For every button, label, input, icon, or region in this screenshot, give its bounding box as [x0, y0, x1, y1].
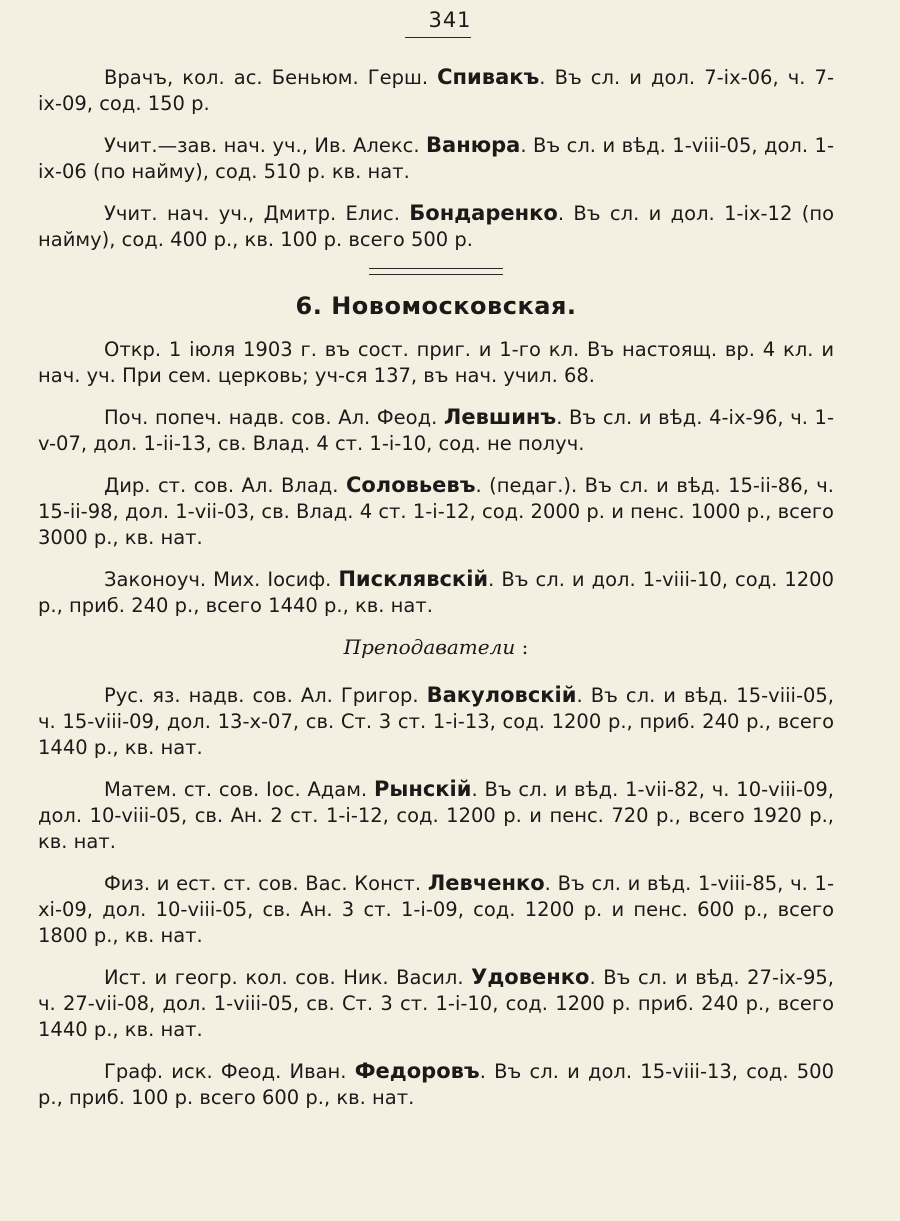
entry-text: . Въ сл. и вѣд. 4-іх-96, ч. 1-v-07, дол. 1-іі-13, св. Влад. 4 ст. 1-і-10, сод. не получ. — [38, 406, 834, 455]
section-heading — [38, 293, 834, 319]
entry-text: Физ. и ест. ст. сов. Вас. Конст. — [104, 872, 428, 895]
person-surname: Вакуловскій — [426, 683, 577, 707]
entry-text: . (педаг.). Въ сл. и вѣд. 15-іі-86, ч. 15-іі-98, дол. 1-vіі-03, св. Влад. 4 ст. 1-і-12, сод. 2000 р. и пенс. 1000 р., всего 3000 р., кв. нат. — [38, 474, 835, 549]
page-content — [38, 64, 834, 1126]
entry-text: Матем. ст. сов. Іос. Адам. — [104, 778, 374, 801]
person-surname: Писклявскій — [338, 567, 489, 591]
entry-honorary-trustee — [38, 404, 834, 457]
person-surname: Соловьевъ — [345, 473, 476, 497]
entry-text: Граф. иск. Феод. Иван. — [104, 1060, 355, 1083]
entry-text: . Въ сл. и вѣд. 15-vііі-05, ч. 15-vііі-09, дол. 13-х-07, св. Ст. 3 ст. 1-і-13, сод. 1200 р., приб. 240 р., всего 1440 р., кв. нат. — [38, 684, 834, 759]
entry-text: . Въ сл. и вѣд. 1-vііі-05, дол. 1-іх-06 (по найму), сод. 510 р. кв. нат. — [38, 134, 834, 183]
entry-math-teacher — [38, 776, 834, 855]
entry-physics-teacher — [38, 870, 834, 949]
section-title: Новомосковская — [331, 292, 567, 320]
person-surname: Рынскій — [373, 777, 472, 801]
person-surname: Ванюра — [426, 133, 521, 157]
person-surname: Левшинъ — [443, 405, 557, 429]
entry-text: Поч. попеч. надв. сов. Ал. Феод. — [104, 406, 444, 429]
person-surname: Левченко — [427, 871, 545, 895]
section-intro: Откр. 1 іюля 1903 г. въ сост. приг. и 1-го кл. Въ настоящ. вр. 4 кл. и нач. уч. При сем. церковь; уч-ся 137, въ нач. учил. 68. — [38, 338, 834, 387]
entry-text: . Въ сл. и дол. 15-vііі-13, сод. 500 р., приб. 100 р. всего 600 р., кв. нат. — [38, 1060, 834, 1109]
entry-text: Врачъ, кол. ас. Беньюм. Герш. — [104, 66, 438, 89]
entry-history-teacher — [38, 964, 834, 1043]
person-surname: Спивакъ — [437, 65, 540, 89]
page-number-rule — [405, 37, 471, 38]
entry-text: . Въ сл. и вѣд. 27-іх-95, ч. 27-vіі-08, дол. 1-vііі-05, св. Ст. 3 ст. 1-і-10, сод. 1200 р. приб. 240 р., всего 1440 р., кв. нат. — [38, 966, 834, 1041]
entry-head-teacher — [38, 132, 834, 185]
entry-drawing-teacher — [38, 1058, 834, 1111]
entry-text: Учит.—зав. нач. уч., Ив. Алекс. — [104, 134, 427, 157]
teachers-subheading — [38, 634, 834, 660]
entry-text: . Въ сл. и дол. 1-vііі-10, сод. 1200 р., приб. 240 р., всего 1440 р., кв. нат. — [38, 568, 834, 617]
entry-religion-teacher — [38, 566, 834, 619]
teachers-heading-text: Преподаватели — [343, 635, 516, 659]
person-surname: Удовенко — [471, 965, 590, 989]
entry-text: . Въ сл. и дол. 1-іх-12 (по найму), сод. 400 р., кв. 100 р. всего 500 р. — [38, 202, 835, 251]
section-title-dot: . — [566, 292, 577, 320]
section-separator — [369, 268, 503, 275]
entry-russian-teacher — [38, 682, 834, 761]
entry-text: Дир. ст. сов. Ал. Влад. — [104, 474, 346, 497]
teachers-heading-colon: : — [521, 635, 529, 659]
entry-text: Рус. яз. надв. сов. Ал. Григор. — [104, 684, 427, 707]
person-surname: Федоровъ — [354, 1059, 480, 1083]
entry-text: Ист. и геогр. кол. сов. Ник. Васил. — [104, 966, 472, 989]
entry-text: . Въ сл. и дол. 7-іх-06, ч. 7-іх-09, сод. 150 р. — [38, 66, 834, 115]
entry-text: Учит. нач. уч., Дмитр. Елис. — [104, 202, 410, 225]
entry-text: . Въ сл. и вѣд. 1-vіі-82, ч. 10-vііі-09, дол. 10-vііі-05, св. Ан. 2 ст. 1-і-12, сод. 1200 р. и пенс. 720 р., всего 1920 р., кв. нат. — [38, 778, 834, 853]
entry-director — [38, 472, 834, 551]
section-number: 6. — [295, 292, 323, 320]
entry-text: . Въ сл. и вѣд. 1-vііі-85, ч. 1-хі-09, дол. 10-vііі-05, св. Ан. 3 ст. 1-і-09, сод. 1200 р. и пенс. 600 р., всего 1800 р., кв. нат. — [38, 872, 834, 947]
person-surname: Бондаренко — [409, 201, 558, 225]
page-number: 341 — [428, 8, 472, 32]
entry-teacher — [38, 200, 834, 253]
entry-physician — [38, 64, 834, 117]
entry-text: Законоуч. Мих. Іосиф. — [104, 568, 339, 591]
